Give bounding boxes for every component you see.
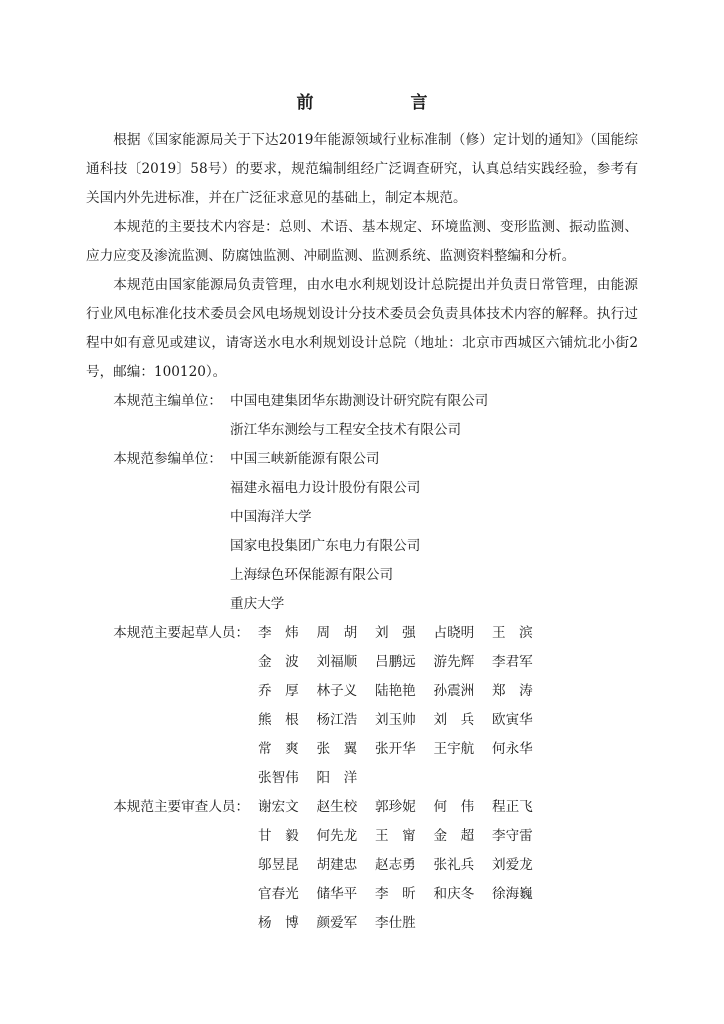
reviewer-name: 金 超 — [433, 828, 475, 844]
reviewer-name: 徐海巍 — [492, 886, 533, 902]
drafter-name: 吕鹏远 — [375, 654, 416, 670]
chief-editor-org: 浙江华东测绘与工程安全技术有限公司 — [230, 422, 462, 438]
drafters-section — [86, 619, 638, 793]
reviewer-name: 谢宏文 — [258, 799, 299, 815]
drafter-name: 周 胡 — [316, 625, 358, 641]
reviewer-name: 张礼兵 — [433, 857, 475, 873]
reviewers-grid — [258, 793, 638, 938]
chief-editors-list — [230, 387, 638, 445]
reviewer-name: 胡建忠 — [316, 857, 358, 873]
participating-editor-org: 国家电投集团广东电力有限公司 — [230, 538, 421, 554]
paragraph-3: 本规范由国家能源局负责管理，由水电水利规划设计总院提出并负责日常管理，由能源行业风电标准化技术委员会风电场规划设计分技术委员会负责具体技术内容的解释。执行过程中如有意见或建议，请寄送水电水利规划设计总院（地址：北京市西城区六铺炕北小街2号，邮编：100120）。 — [86, 277, 638, 380]
participating-editor-org: 福建永福电力设计股份有限公司 — [230, 480, 421, 496]
drafter-name: 李 炜 — [258, 625, 299, 641]
drafter-name: 常 爽 — [258, 741, 299, 757]
participating-editor-org: 中国三峡新能源有限公司 — [230, 451, 380, 467]
page-title: 前 言 — [296, 93, 468, 113]
chief-editors-label: 本规范主编单位： — [113, 393, 222, 409]
drafter-name: 王宇航 — [433, 741, 475, 757]
chief-editors-section — [86, 387, 638, 445]
participating-editors-list — [230, 445, 638, 619]
reviewers-label: 本规范主要审查人员： — [113, 799, 250, 815]
reviewer-name: 何 伟 — [433, 799, 475, 815]
reviewer-name: 何先龙 — [316, 828, 358, 844]
drafter-name: 王 滨 — [492, 625, 533, 641]
participating-editor-org: 上海绿色环保能源有限公司 — [230, 567, 394, 583]
document-body — [86, 126, 638, 938]
reviewer-name: 赵志勇 — [375, 857, 416, 873]
reviewer-name: 刘爱龙 — [492, 857, 533, 873]
drafter-name: 张智伟 — [258, 770, 299, 786]
drafter-name: 郑 涛 — [492, 683, 533, 699]
drafter-name: 乔 厚 — [258, 683, 299, 699]
drafter-name: 金 波 — [258, 654, 299, 670]
reviewer-name: 李 昕 — [375, 886, 416, 902]
reviewer-name: 邬昱昆 — [258, 857, 299, 873]
drafter-name: 张开华 — [375, 741, 416, 757]
reviewer-name: 郭珍妮 — [375, 799, 416, 815]
participating-editor-org: 中国海洋大学 — [230, 509, 312, 525]
drafters-grid — [258, 619, 638, 793]
drafter-name: 孙震洲 — [433, 683, 475, 699]
reviewer-name: 王 甯 — [375, 828, 416, 844]
drafter-name: 杨江浩 — [316, 712, 358, 728]
drafter-name: 占晓明 — [433, 625, 475, 641]
drafter-name: 何永华 — [492, 741, 533, 757]
drafter-name: 李君军 — [492, 654, 533, 670]
reviewer-name: 杨 博 — [258, 915, 299, 931]
reviewer-name: 官春光 — [258, 886, 299, 902]
drafter-name: 刘玉帅 — [375, 712, 416, 728]
drafter-name: 熊 根 — [258, 712, 299, 728]
drafter-name: 欧寅华 — [492, 712, 533, 728]
drafters-label: 本规范主要起草人员： — [113, 625, 250, 641]
reviewer-name: 李仕胜 — [375, 915, 416, 931]
reviewer-name: 储华平 — [316, 886, 358, 902]
participating-editors-section — [86, 445, 638, 619]
drafter-name: 刘福顺 — [316, 654, 358, 670]
reviewer-name: 甘 毅 — [258, 828, 299, 844]
participating-editor-org: 重庆大学 — [230, 596, 285, 612]
drafter-name: 刘 强 — [375, 625, 416, 641]
paragraph-1: 根据《国家能源局关于下达2019年能源领域行业标准制（修）定计划的通知》（国能综通科技〔2019〕58号）的要求，规范编制组经广泛调查研究，认真总结实践经验，参考有关国内外先进标准，并在广泛征求意见的基础上，制定本规范。 — [86, 132, 638, 206]
drafter-name: 张 翼 — [316, 741, 358, 757]
reviewer-name: 和庆冬 — [433, 886, 475, 902]
drafter-name: 刘 兵 — [433, 712, 475, 728]
reviewer-name: 程正飞 — [492, 799, 533, 815]
participating-editors-label: 本规范参编单位： — [113, 451, 222, 467]
paragraph-2: 本规范的主要技术内容是：总则、术语、基本规定、环境监测、变形监测、振动监测、应力应变及渗流监测、防腐蚀监测、冲刷监测、监测系统、监测资料整编和分析。 — [86, 219, 638, 264]
drafter-name: 阳 洋 — [316, 770, 358, 786]
drafter-name: 陆艳艳 — [375, 683, 416, 699]
reviewer-name: 颜爱军 — [316, 915, 358, 931]
reviewer-name: 赵生校 — [316, 799, 358, 815]
chief-editor-org: 中国电建集团华东勘测设计研究院有限公司 — [230, 393, 489, 409]
drafter-name: 林子义 — [316, 683, 358, 699]
drafter-name: 游先辉 — [433, 654, 475, 670]
reviewer-name: 李守雷 — [492, 828, 533, 844]
reviewers-section — [86, 793, 638, 938]
